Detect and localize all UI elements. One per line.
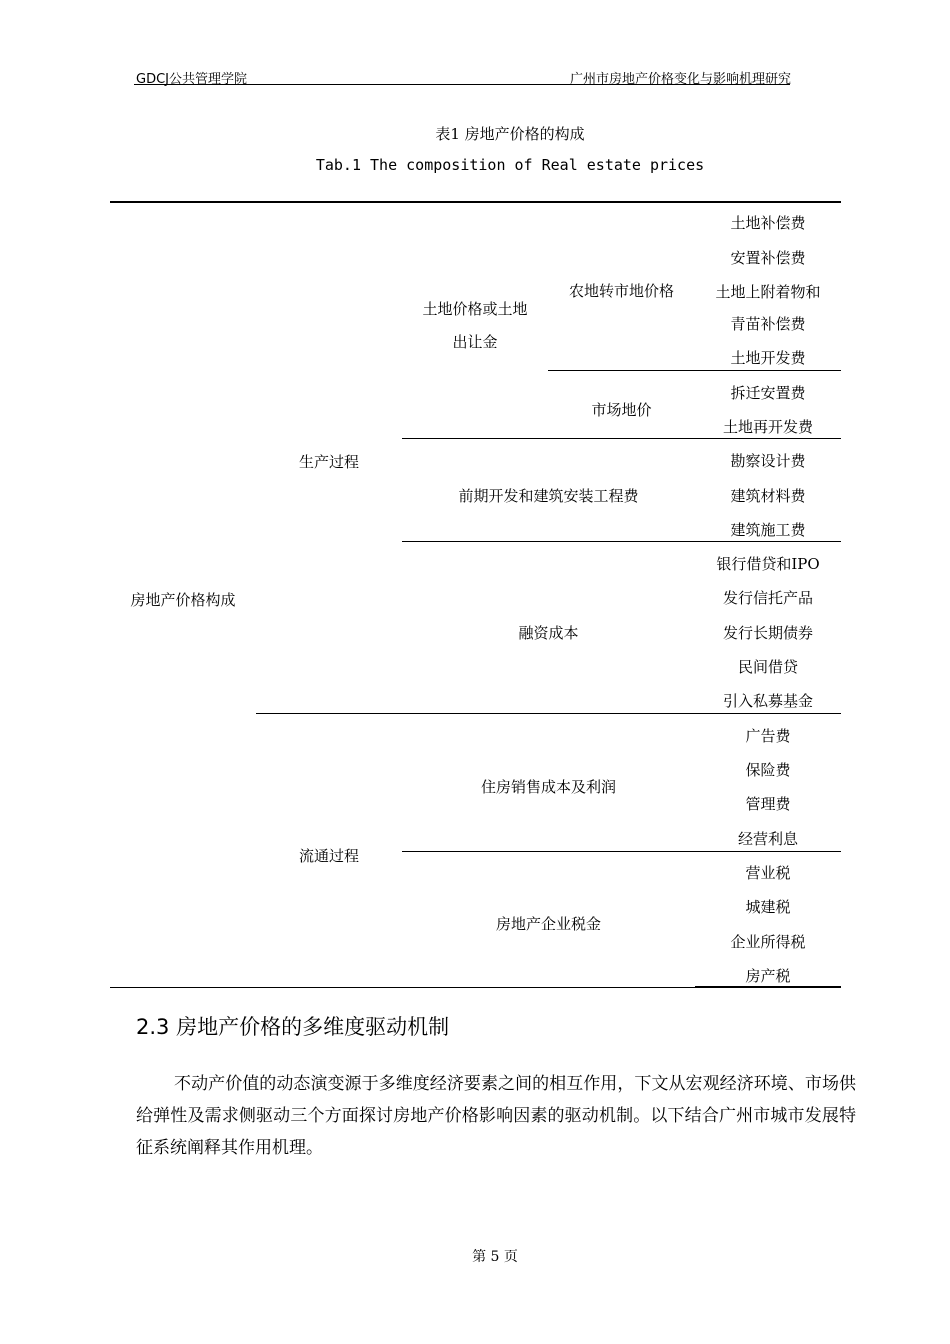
- table-cell-farmland: 农地转市地价格: [568, 282, 674, 300]
- table-item: 青苗补偿费: [730, 315, 806, 333]
- table-item: 房产税: [745, 967, 791, 985]
- body-paragraph: [136, 1068, 856, 1164]
- table-rule: [256, 713, 841, 714]
- table-cell-market: 市场地价: [591, 401, 652, 419]
- header-rule: [134, 84, 790, 85]
- table-cell-tax: 房地产企业税金: [495, 915, 601, 933]
- table-top-rule: [110, 201, 841, 203]
- table-cell-sales: 住房销售成本及利润: [480, 778, 616, 796]
- table-item: 土地开发费: [730, 349, 806, 367]
- table-cell-financing: 融资成本: [518, 624, 579, 642]
- table-item: 土地再开发费: [722, 418, 813, 436]
- table-item: 民间借贷: [737, 658, 798, 676]
- page-number: 第 5 页: [472, 1249, 518, 1265]
- table-cell-level1: 房地产价格构成: [130, 591, 236, 609]
- table-cell-construction: 前期开发和建筑安装工程费: [458, 487, 639, 505]
- section-title: 2.3 房地产价格的多维度驱动机制: [136, 1015, 450, 1039]
- table-cell-land: 土地价格或土地: [422, 300, 528, 318]
- table-item: 企业所得税: [730, 933, 806, 951]
- table-bottom-rule: [110, 987, 695, 988]
- header-left: GDCJ公共管理学院: [136, 72, 247, 87]
- table-item: 拆迁安置费: [730, 384, 806, 402]
- table-rule: [548, 370, 841, 371]
- table-caption-en: Tab.1 The composition of Real estate prices: [315, 156, 705, 174]
- table-item: 广告费: [745, 727, 791, 745]
- table-item: 建筑施工费: [730, 521, 806, 539]
- table-item: 土地补偿费: [730, 214, 806, 232]
- table-item: 城建税: [745, 898, 791, 916]
- table-item: 管理费: [745, 795, 791, 813]
- table-caption-cn: 表1 房地产价格的构成: [435, 125, 585, 143]
- table-item: 经营利息: [737, 830, 798, 848]
- table-item: 营业税: [745, 864, 791, 882]
- table-item: 勘察设计费: [730, 452, 806, 470]
- table-cell-production: 生产过程: [298, 453, 359, 471]
- table-item: 安置补偿费: [730, 249, 806, 267]
- table-cell-land: 出让金: [452, 333, 498, 351]
- table-item: 保险费: [745, 761, 791, 779]
- table-item: 土地上附着物和: [715, 283, 821, 301]
- table-bottom-rule: [695, 986, 841, 988]
- body-paragraph-text: 不动产价值的动态演变源于多维度经济要素之间的相互作用，下文从宏观经济环境、市场供给弹性及需求侧驱动三个方面探讨房地产价格影响因素的驱动机制。以下结合广州市城市发展特征系统阐释其作用机理。: [136, 1074, 856, 1158]
- table-item: 发行信托产品: [722, 589, 813, 607]
- table-rule: [402, 541, 841, 542]
- table-rule: [402, 438, 841, 439]
- table-rule: [402, 851, 841, 852]
- table-item: 银行借贷和IPO: [716, 555, 820, 573]
- table-item: 建筑材料费: [730, 487, 806, 505]
- table-item: 发行长期债券: [722, 624, 813, 642]
- header-right: 广州市房地产价格变化与影响机理研究: [569, 72, 791, 87]
- table-cell-circulation: 流通过程: [298, 847, 359, 865]
- table-item: 引入私募基金: [722, 692, 813, 710]
